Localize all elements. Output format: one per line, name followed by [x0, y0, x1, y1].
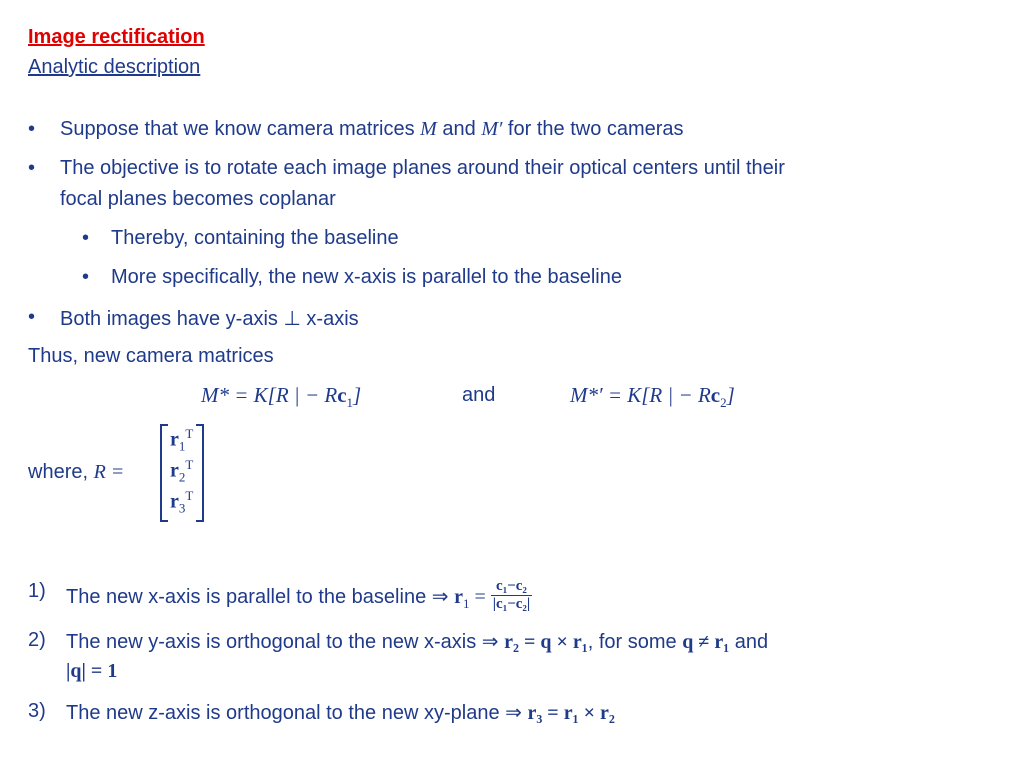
bullet-dot-icon: •: [82, 227, 90, 249]
equation-left: M* = K[R | − $Rc_1$]: [201, 383, 362, 411]
equation-and: and: [462, 384, 496, 406]
sub-bullet-2: • More specifically, the new x-axis is parallel to the baseline: [82, 266, 622, 288]
rotation-matrix: [160, 424, 204, 520]
equation-right: M*′ = K[R | − $Rc_2$]: [570, 383, 735, 411]
matrix-row-3: $r_3^T$: [170, 488, 194, 516]
bullet-2-cont: focal planes becomes coplanar: [60, 188, 336, 210]
slide-title: Image rectification: [28, 26, 205, 48]
fraction: $\frac{\text{c₁−c₂}}{\text{|c₁−c₂|}}$: [492, 578, 531, 612]
bullet-dot-icon: •: [28, 157, 36, 179]
item-1: 1) The new x-axis is parallel to the baseline ⇒ $r_1$ = $\frac{\text{c₁−c₂}}{\text{|c₁−c₂|}}$: [28, 578, 531, 612]
item-2: 2) The new y-axis is orthogonal to the new x-axis ⇒ r₂ = q × r₁, for some q ≠ r₁ and: [28, 629, 769, 653]
item-3: 3) The new z-axis is orthogonal to the new xy-plane ⇒ r₃ = r₁ × r₂: [28, 700, 615, 724]
bullet-dot-icon: •: [28, 306, 36, 328]
bullet-dot-icon: •: [82, 266, 90, 288]
right-bracket: [196, 424, 204, 522]
sub-bullet-1: • Thereby, containing the baseline: [82, 227, 399, 249]
bullet-dot-icon: •: [28, 118, 36, 140]
slide-subtitle: Analytic description: [28, 56, 201, 78]
left-bracket: [160, 424, 168, 522]
bullet-1: • Suppose that we know camera matrices M and M′ for the two cameras: [28, 118, 684, 140]
bullet-2: • The objective is to rotate each image planes around their optical centers until their: [28, 157, 785, 179]
where-label: where, R =: [28, 461, 125, 483]
matrix-row-2: $r_2^T$: [170, 457, 194, 485]
bullet-3: • Both images have y-axis ⊥ x-axis: [28, 306, 359, 330]
item-2-cont: |q| = 1: [66, 660, 118, 682]
matrix-row-1: $r_1^T$: [170, 426, 194, 454]
thus-text: Thus, new camera matrices: [28, 345, 274, 367]
